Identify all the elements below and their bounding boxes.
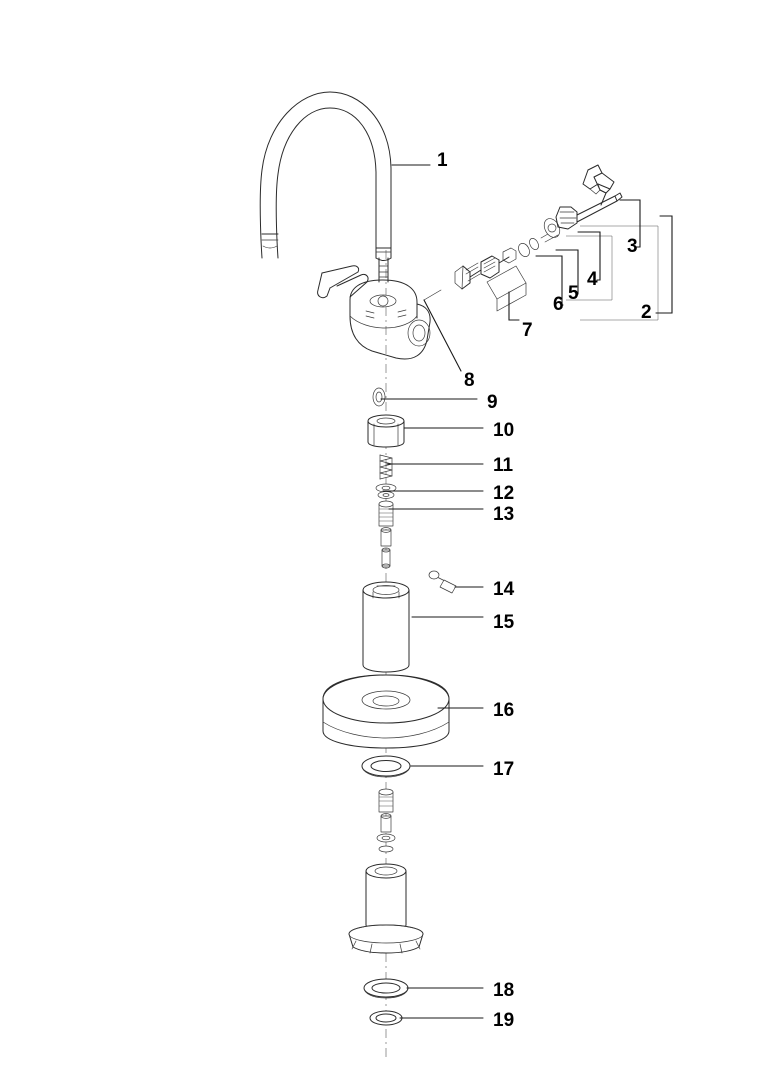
callout-1: 1 bbox=[437, 150, 448, 172]
part-set-screw-pin bbox=[429, 571, 456, 593]
callout-4: 4 bbox=[587, 269, 598, 291]
callout-15: 15 bbox=[493, 612, 515, 634]
part-sealing-ring-lower bbox=[364, 979, 408, 998]
callout-6: 6 bbox=[553, 294, 564, 316]
part-sleeve-bush bbox=[368, 415, 404, 447]
callout-10: 10 bbox=[493, 420, 515, 442]
part-base-escutcheon-plate bbox=[323, 675, 449, 748]
callout-3: 3 bbox=[627, 236, 638, 258]
callout-11: 11 bbox=[493, 455, 514, 477]
part-gasket-ring bbox=[362, 756, 410, 777]
part-cross-handle bbox=[556, 165, 622, 229]
part-shank-sleeve bbox=[363, 582, 409, 672]
part-o-ring-lower bbox=[370, 1011, 402, 1025]
callout-19: 19 bbox=[493, 1010, 515, 1032]
callout-18: 18 bbox=[493, 980, 515, 1002]
callout-7: 7 bbox=[522, 320, 533, 342]
callout-14: 14 bbox=[493, 579, 515, 601]
callout-16: 16 bbox=[493, 700, 515, 722]
callout-9: 9 bbox=[487, 392, 498, 414]
callout-5: 5 bbox=[568, 283, 579, 305]
callout-12: 12 bbox=[493, 483, 515, 505]
part-threaded-nipple bbox=[379, 501, 393, 568]
callout-2: 2 bbox=[641, 302, 652, 324]
callout-17: 17 bbox=[493, 759, 515, 781]
part-lower-housing bbox=[349, 864, 423, 953]
leader-lines bbox=[381, 165, 672, 1018]
callout-labels bbox=[437, 150, 652, 1031]
callout-8: 8 bbox=[464, 370, 475, 392]
part-swivel-spout-tube bbox=[260, 92, 391, 282]
part-mixer-body bbox=[318, 266, 441, 359]
callout-13: 13 bbox=[493, 504, 515, 526]
part-o-ring-small bbox=[373, 388, 385, 406]
